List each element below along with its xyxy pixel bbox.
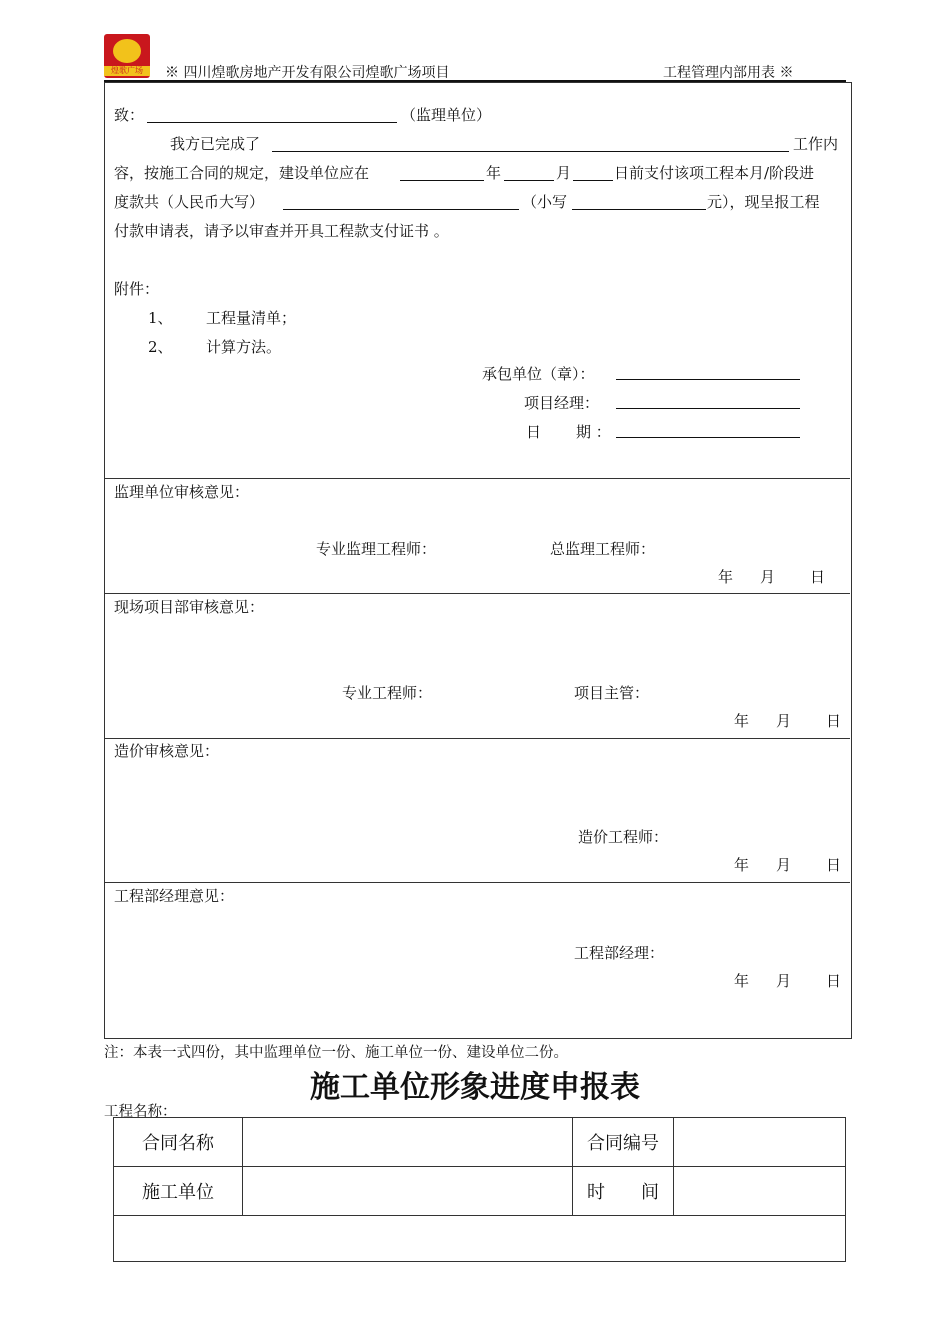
site-review-title: 现场项目部审核意见： (114, 598, 265, 616)
attachments-label: 附件： (114, 280, 160, 298)
department-manager-label: 工程部经理： (574, 944, 665, 962)
date-day: 日 (826, 856, 842, 874)
date-month: 月 (776, 856, 792, 874)
attachment-item: 工程量清单； (206, 309, 297, 327)
paragraph-line: 工作内 (793, 135, 839, 153)
contract-number-label: 合同编号 (573, 1118, 674, 1167)
supervision-unit-label: （监理单位） (401, 106, 492, 124)
date-year: 年 (718, 568, 734, 586)
project-manager-blank[interactable] (616, 408, 800, 409)
header-company: ※ 四川煌歌房地产开发有限公司煌歌广场项目 (165, 65, 450, 81)
attachment-item: 计算方法。 (206, 338, 282, 356)
supervision-engineer-label: 专业监理工程师： (316, 540, 437, 558)
supervision-review-title: 监理单位审核意见： (114, 483, 250, 501)
month-blank[interactable] (504, 180, 554, 181)
divider (104, 478, 850, 479)
contract-name-label: 合同名称 (114, 1118, 243, 1167)
cost-engineer-label: 造价工程师： (578, 828, 669, 846)
day-blank[interactable] (573, 180, 613, 181)
paragraph-line: 付款申请表，请予以审查并开具工程款支付证书 。 (114, 222, 449, 240)
work-content-blank[interactable] (272, 151, 789, 152)
manager-opinion-title: 工程部经理意见： (114, 887, 235, 905)
year-label: 年 (486, 164, 502, 182)
chief-supervisor-label: 总监理工程师： (550, 540, 656, 558)
paragraph-line: 元），现呈报工程 (707, 193, 820, 211)
date-month: 月 (776, 972, 792, 990)
divider (104, 738, 850, 739)
cost-review-title: 造价审核意见： (114, 742, 220, 760)
constructor-value[interactable] (243, 1167, 573, 1216)
divider (104, 593, 850, 594)
date-label: 期 ： (576, 423, 611, 441)
attachment-number: 2、 (148, 338, 173, 356)
supervision-unit-blank[interactable] (147, 122, 397, 123)
month-label: 月 (556, 164, 572, 182)
date-month: 月 (776, 712, 792, 730)
date-blank[interactable] (616, 437, 800, 438)
date-day: 日 (826, 712, 842, 730)
paragraph-line: 日前支付该项工程本月/阶段进 (614, 164, 815, 182)
site-engineer-label: 专业工程师： (342, 684, 433, 702)
paragraph-line: 容，按施工合同的规定，建设单位应在 (114, 164, 370, 182)
contract-name-value[interactable] (243, 1118, 573, 1167)
paragraph-line: 我方已完成了 (170, 135, 261, 153)
footnote: 注：本表一式四份，其中监理单位一份、施工单位一份、建设单位二份。 (104, 1045, 568, 1061)
project-manager-label: 项目经理： (524, 394, 600, 412)
date-year: 年 (734, 856, 750, 874)
time-label: 时 间 (573, 1167, 674, 1216)
date-day: 日 (826, 972, 842, 990)
report-title: 施工单位形象进度申报表 (310, 1070, 640, 1105)
date-label: 日 (526, 423, 542, 441)
year-blank[interactable] (400, 180, 484, 181)
date-year: 年 (734, 712, 750, 730)
header-form-type: 工程管理内部用表 ※ (663, 65, 794, 81)
project-supervisor-label: 项目主管： (574, 684, 650, 702)
contractor-signature-blank[interactable] (616, 379, 800, 380)
date-month: 月 (760, 568, 776, 586)
paragraph-line: （小写 (522, 193, 568, 211)
contractor-label: 承包单位（章）： (482, 365, 595, 383)
to-label: 致： (114, 106, 145, 124)
report-info-table (113, 1117, 846, 1262)
amount-words-blank[interactable] (283, 209, 519, 210)
logo-caption: 煌歌广场 (104, 66, 150, 76)
company-logo (104, 34, 150, 78)
logo-emblem-icon (113, 39, 141, 63)
divider (104, 882, 850, 883)
contract-number-value[interactable] (674, 1118, 846, 1167)
date-day: 日 (810, 568, 826, 586)
project-name-label: 工程名称： (104, 1104, 177, 1120)
constructor-label: 施工单位 (114, 1167, 243, 1216)
report-content-area[interactable] (114, 1216, 846, 1262)
amount-figures-blank[interactable] (572, 209, 706, 210)
paragraph-line: 度款共（人民币大写） (114, 193, 265, 211)
date-year: 年 (734, 972, 750, 990)
time-value[interactable] (674, 1167, 846, 1216)
attachment-number: 1、 (148, 309, 173, 327)
